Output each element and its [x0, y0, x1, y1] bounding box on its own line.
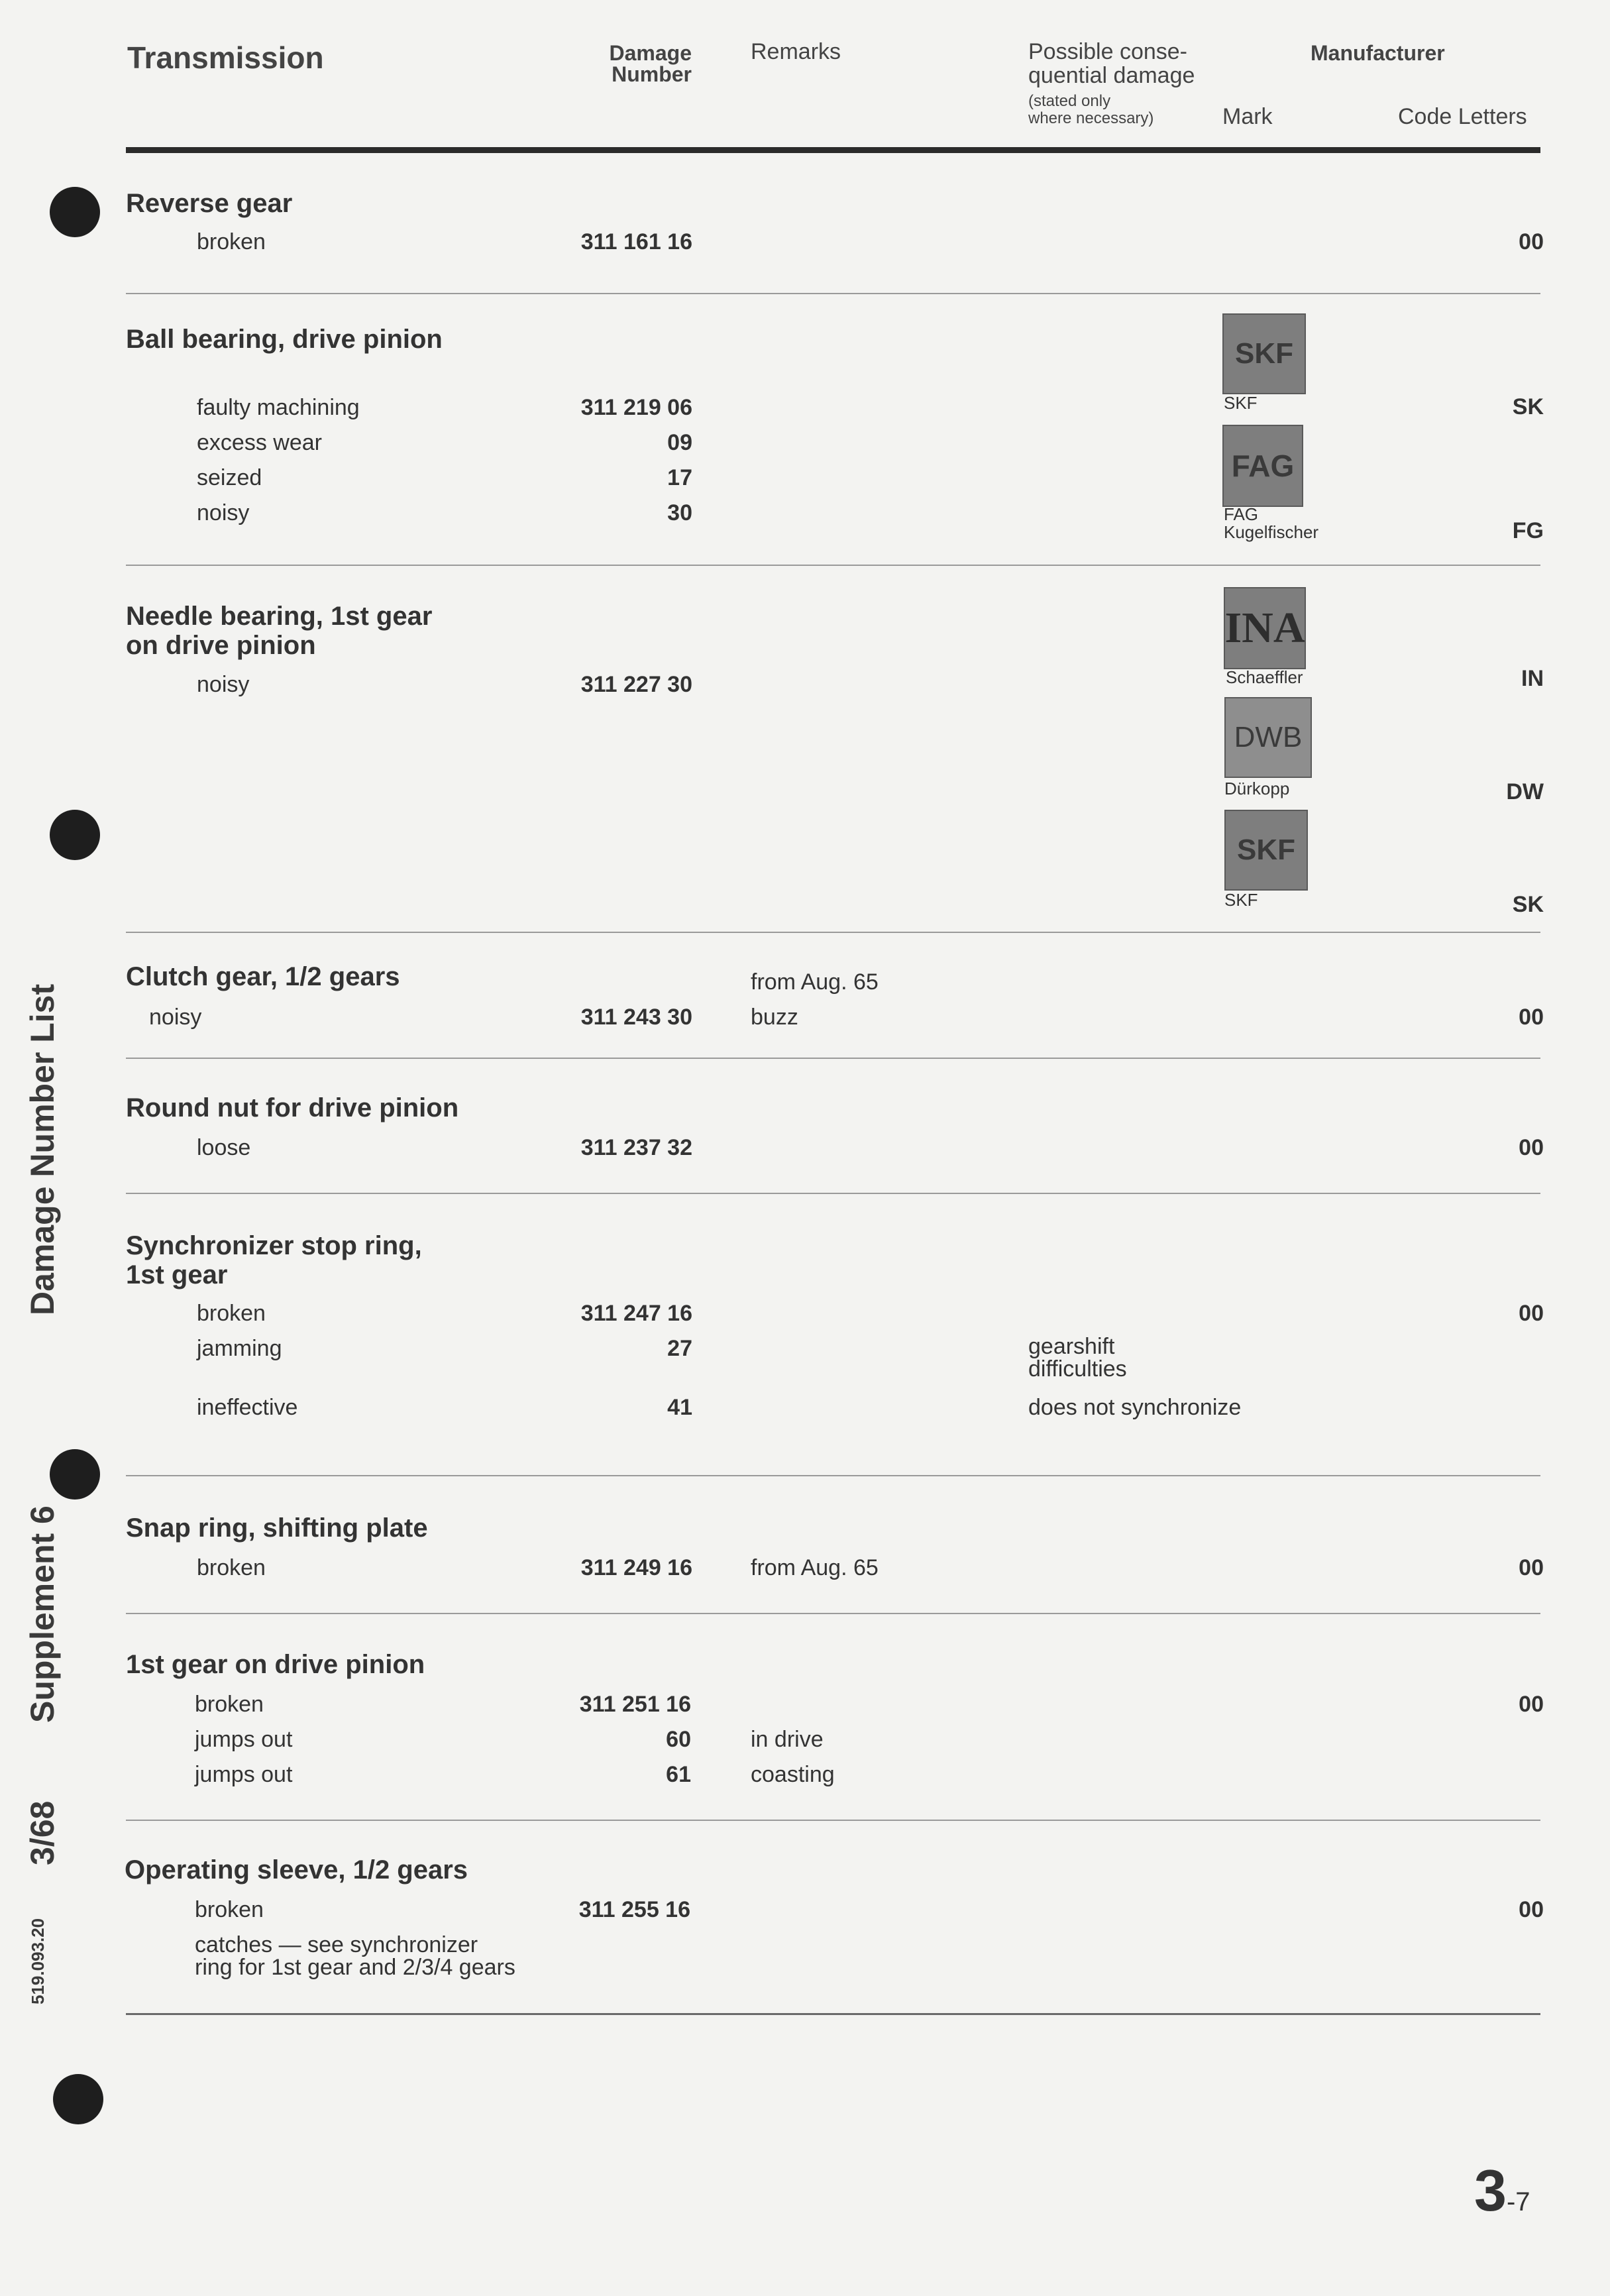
binder-hole [50, 187, 100, 237]
code-letters: DW [1506, 779, 1544, 804]
logo-caption: SKF [1224, 890, 1258, 910]
consequential-note-line2: where necessary) [1028, 109, 1154, 127]
section-divider [126, 1475, 1540, 1476]
consequential-line2: difficulties [1028, 1356, 1127, 1382]
section-title: Snap ring, shifting plate [126, 1513, 428, 1543]
section-divider [126, 1193, 1540, 1194]
skf-logo-text: SKF [1237, 834, 1295, 866]
damage-item: jumps out [195, 1762, 293, 1787]
damage-number: 61 [666, 1762, 691, 1787]
dwb-logo [1224, 697, 1312, 778]
damage-item: excess wear [197, 430, 322, 455]
section-title-line2: on drive pinion [126, 631, 316, 660]
skf-logo [1224, 810, 1308, 891]
damage-number: 30 [667, 500, 692, 525]
section-title: Ball bearing, drive pinion [126, 325, 443, 354]
damage-item: faulty machining [197, 395, 360, 420]
damage-number: 311 249 16 [580, 1555, 692, 1580]
sidebar-supplement: Supplement 6 [24, 1505, 61, 1723]
skf-logo [1222, 313, 1306, 394]
consequential-line1: gearshift [1028, 1334, 1115, 1359]
section-title: 1st gear on drive pinion [126, 1650, 425, 1679]
section-title-line1: Synchronizer stop ring, [126, 1231, 422, 1260]
binder-hole [50, 810, 100, 860]
logo-caption: FAG [1224, 504, 1259, 524]
damage-number: 311 227 30 [580, 672, 692, 697]
consequential-header-line2: quential damage [1028, 63, 1195, 88]
damage-item: noisy [197, 672, 250, 697]
section-divider [126, 1820, 1540, 1821]
code-letters: 00 [1519, 1692, 1544, 1717]
ina-logo [1224, 587, 1306, 669]
section-divider [126, 932, 1540, 933]
code-letters: 00 [1519, 1135, 1544, 1160]
section-divider [126, 1058, 1540, 1059]
damage-item: jamming [197, 1336, 282, 1361]
code-letters: IN [1521, 666, 1544, 691]
ina-logo-text: INA [1224, 604, 1305, 652]
fag-logo-text: FAG [1231, 449, 1295, 483]
code-letters-header: Code Letters [1398, 104, 1527, 129]
damage-number-header-line1: Damage [609, 41, 692, 65]
logo-caption: Dürkopp [1224, 779, 1290, 798]
skf-logo-text: SKF [1235, 337, 1293, 370]
note-line1: catches — see synchronizer [195, 1932, 478, 1957]
consequential-header [1028, 40, 1195, 127]
damage-item: broken [197, 229, 266, 254]
damage-number: 311 255 16 [578, 1897, 690, 1922]
damage-item: noisy [197, 500, 250, 525]
section-title: Clutch gear, 1/2 gears [126, 962, 400, 991]
section-divider [126, 293, 1540, 294]
damage-item: ineffective [197, 1395, 298, 1420]
remark: coasting [751, 1762, 835, 1787]
damage-item: broken [195, 1692, 264, 1717]
binder-hole [50, 1449, 100, 1500]
logo-caption: Kugelfischer [1224, 522, 1319, 542]
page-title: Transmission [127, 40, 324, 75]
section-divider [126, 1613, 1540, 1614]
consequential-note-line1: (stated only [1028, 92, 1111, 110]
damage-number: 41 [667, 1395, 692, 1420]
damage-number: 311 247 16 [580, 1301, 692, 1326]
section-divider [126, 2013, 1540, 2015]
damage-number: 09 [667, 430, 692, 455]
remark: buzz [751, 1005, 798, 1030]
code-letters: 00 [1519, 1897, 1544, 1922]
code-letters: 00 [1519, 229, 1544, 254]
damage-item: loose [197, 1135, 251, 1160]
damage-number: 311 243 30 [580, 1005, 692, 1030]
remark: from Aug. 65 [751, 1555, 879, 1580]
damage-number-header [570, 42, 692, 85]
damage-number: 17 [667, 465, 692, 490]
remark: from Aug. 65 [751, 969, 879, 995]
section-title: Reverse gear [126, 189, 293, 218]
page-number [1474, 2157, 1530, 2224]
damage-number: 311 251 16 [579, 1692, 691, 1717]
section-title: Round nut for drive pinion [126, 1093, 459, 1122]
damage-number: 311 237 32 [580, 1135, 692, 1160]
section-title: Operating sleeve, 1/2 gears [125, 1855, 468, 1885]
binder-hole [53, 2074, 103, 2124]
sidebar-list-title: Damage Number List [24, 983, 61, 1315]
cross-reference-note [195, 1934, 515, 1979]
note-line2: ring for 1st gear and 2/3/4 gears [195, 1955, 515, 1980]
page-number-sub: -7 [1506, 2187, 1530, 2216]
logo-caption: SKF [1224, 393, 1258, 413]
code-letters: 00 [1519, 1005, 1544, 1030]
sidebar-date: 3/68 [24, 1800, 61, 1865]
section-title-line2: 1st gear [126, 1260, 228, 1289]
logo-caption: Schaeffler [1226, 667, 1303, 687]
code-letters: SK [1512, 892, 1544, 917]
section-title [126, 602, 432, 660]
manufacturer-header: Manufacturer [1311, 41, 1445, 65]
damage-number: 27 [667, 1336, 692, 1361]
code-letters: 00 [1519, 1301, 1544, 1326]
section-title-line1: Needle bearing, 1st gear [126, 602, 433, 631]
code-letters: 00 [1519, 1555, 1544, 1580]
damage-item: seized [197, 465, 262, 490]
damage-item: jumps out [195, 1727, 293, 1752]
damage-item: broken [197, 1555, 266, 1580]
remark: in drive [751, 1727, 824, 1752]
fag-logo [1222, 425, 1303, 507]
damage-number: 60 [666, 1727, 691, 1752]
consequential-header-line1: Possible conse- [1028, 39, 1188, 64]
sidebar-doc-number: 519.093.20 [28, 1918, 48, 2004]
remarks-header: Remarks [751, 39, 841, 64]
section-title [126, 1231, 422, 1289]
section-divider [126, 565, 1540, 566]
code-letters: SK [1512, 394, 1544, 419]
damage-item: broken [195, 1897, 264, 1922]
damage-number: 311 161 16 [580, 229, 692, 254]
header-rule [126, 147, 1540, 153]
damage-item: broken [197, 1301, 266, 1326]
consequential-damage [1028, 1335, 1127, 1380]
code-letters: FG [1512, 518, 1544, 543]
damage-item: noisy [149, 1005, 202, 1030]
mark-header: Mark [1222, 104, 1273, 129]
dwb-logo-text: DWB [1234, 721, 1303, 753]
consequential-damage: does not synchronize [1028, 1395, 1242, 1420]
damage-number-header-line2: Number [612, 62, 692, 86]
damage-number: 311 219 06 [580, 395, 692, 420]
page-number-main: 3 [1474, 2158, 1507, 2223]
